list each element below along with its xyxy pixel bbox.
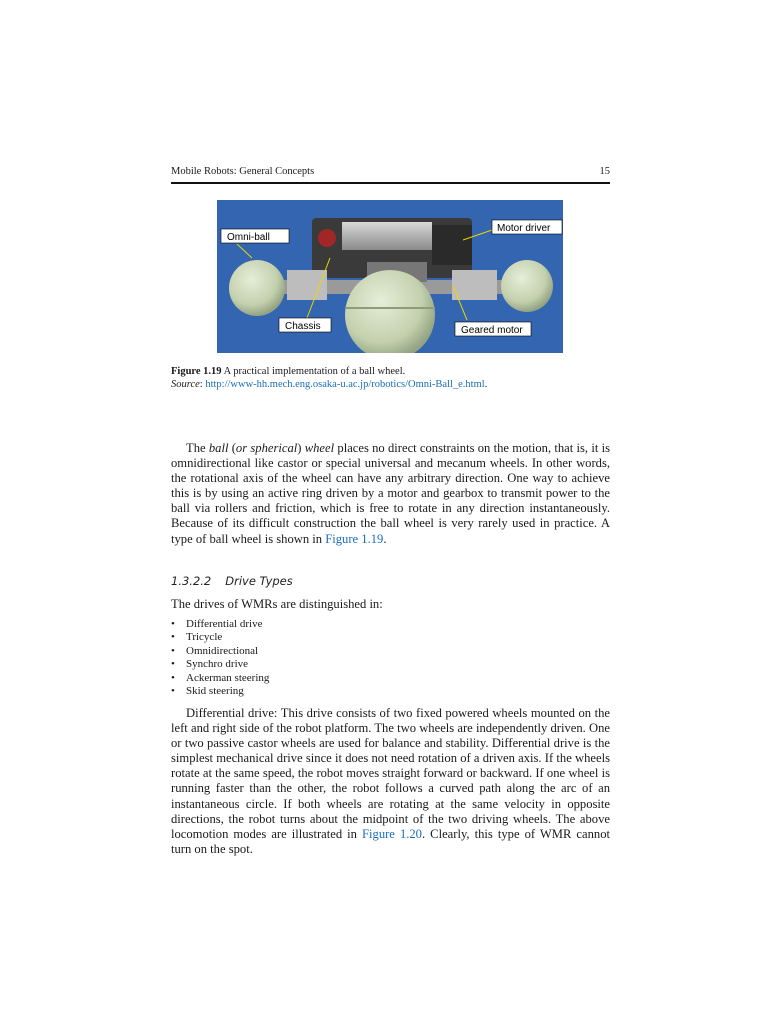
p2-body: Differential drive: This drive consists of two fixed powered wheels mounted on the left and right side of the robot platform. The two wheels are independently driven. One or two passive castor wheels are used for balance and stability. Differential drive is the simplest mechanical drive since it does not need rotation of a driven axis. If the wheels rotate at the same speed, the robot moves straight forward or backward. If one wheel is running faster than the other, the robot follows a curved path along the arc of an instantaneous circle. If both wheels are rotating at the same velocity in opposite directions, the robot turns about the midpoint of the two driving wheels. The above locomotion modes are illustrated in	[171, 706, 610, 841]
page-number: 15	[599, 166, 610, 177]
list-item: • Differential drive	[171, 618, 263, 630]
drive-item-label: Omnidirectional	[186, 644, 259, 657]
drive-item-label: Skid steering	[186, 685, 244, 698]
list-item: • Omnidirectional	[171, 644, 259, 657]
p1-em-wheel: wheel	[304, 441, 335, 455]
caption-number: Figure 1.19	[171, 366, 222, 377]
source-label: Source	[171, 378, 200, 390]
label-chassis	[279, 318, 331, 332]
paragraph-ball-wheel	[171, 441, 610, 547]
label-omni-ball	[221, 229, 289, 243]
p1-text: (	[228, 441, 236, 455]
figure-1-20-link[interactable]: Figure 1.20	[362, 826, 422, 841]
left-ball-wheel	[229, 260, 285, 316]
drive-item-label: Differential drive	[186, 618, 263, 630]
drive-item-label: Ackerman steering	[186, 671, 270, 684]
running-head	[171, 166, 610, 177]
drive-types-list	[171, 618, 269, 698]
paragraph-differential-drive	[171, 706, 610, 857]
drive-item-label: Tricycle	[186, 631, 223, 644]
label-geared-motor	[455, 322, 531, 336]
section-title: Drive Types	[225, 574, 293, 588]
list-item: • Skid steering	[171, 685, 244, 698]
p1-body: places no direct constraints on the motion, that is, it is omnidirectional like castor or special universal and mecanum wheels. In other words, the rotational axis of the wheel can have any arbitrary direction. One way to achieve this is by using an active ring driven by a motor and gearbox to transmit power to the ball via rollers and friction, which is free to rotate in any direction instantaneously. Because of its difficult construction the ball wheel is very rarely used in practice. A type of ball wheel is shown in	[171, 441, 611, 546]
motor-driver-board	[342, 222, 432, 250]
figure-caption: Figure 1.19 A practical implementation of a ball wheel. Source: http://www-hh.mech.eng.osaka-u.ac.jp/robotics/Omni-Ball_e.html.	[171, 366, 488, 390]
list-item: • Ackerman steering	[171, 671, 270, 684]
svg-text:Chassis: Chassis	[285, 321, 321, 332]
source-end: .	[484, 378, 488, 390]
svg-text:Geared motor: Geared motor	[461, 325, 523, 336]
list-item: • Synchro drive	[171, 658, 249, 671]
running-head-title: Mobile Robots: General Concepts	[171, 166, 315, 177]
svg-text:Motor driver: Motor driver	[497, 223, 551, 234]
section-heading	[171, 574, 293, 588]
p1-em-spherical: or spherical	[235, 441, 298, 455]
figure-1-19-link[interactable]: Figure 1.19	[325, 531, 384, 546]
caption-text: A practical implementation of a ball wheel.	[221, 366, 406, 377]
right-ball-wheel	[501, 260, 553, 312]
section-number: 1.3.2.2	[171, 574, 212, 588]
p1-end: .	[383, 531, 387, 546]
drives-intro: The drives of WMRs are distinguished in:	[171, 597, 383, 611]
figure-photo	[217, 200, 563, 353]
list-item: • Tricycle	[171, 631, 223, 644]
svg-text:Omni-ball: Omni-ball	[227, 232, 270, 243]
p1-text: )	[297, 441, 305, 455]
p1-text: The	[186, 441, 209, 455]
p1-em-ball: ball	[208, 441, 229, 455]
source-link[interactable]: http://www-hh.mech.eng.osaka-u.ac.jp/robotics/Omni-Ball_e.html	[205, 378, 485, 390]
header-rule	[171, 182, 610, 184]
drive-item-label: Synchro drive	[186, 658, 249, 671]
omni-ball-robot-illustration	[217, 200, 563, 353]
p2-end: . Clearly, this type of WMR cannot turn on the spot.	[171, 826, 610, 856]
label-motor-driver	[492, 220, 562, 234]
